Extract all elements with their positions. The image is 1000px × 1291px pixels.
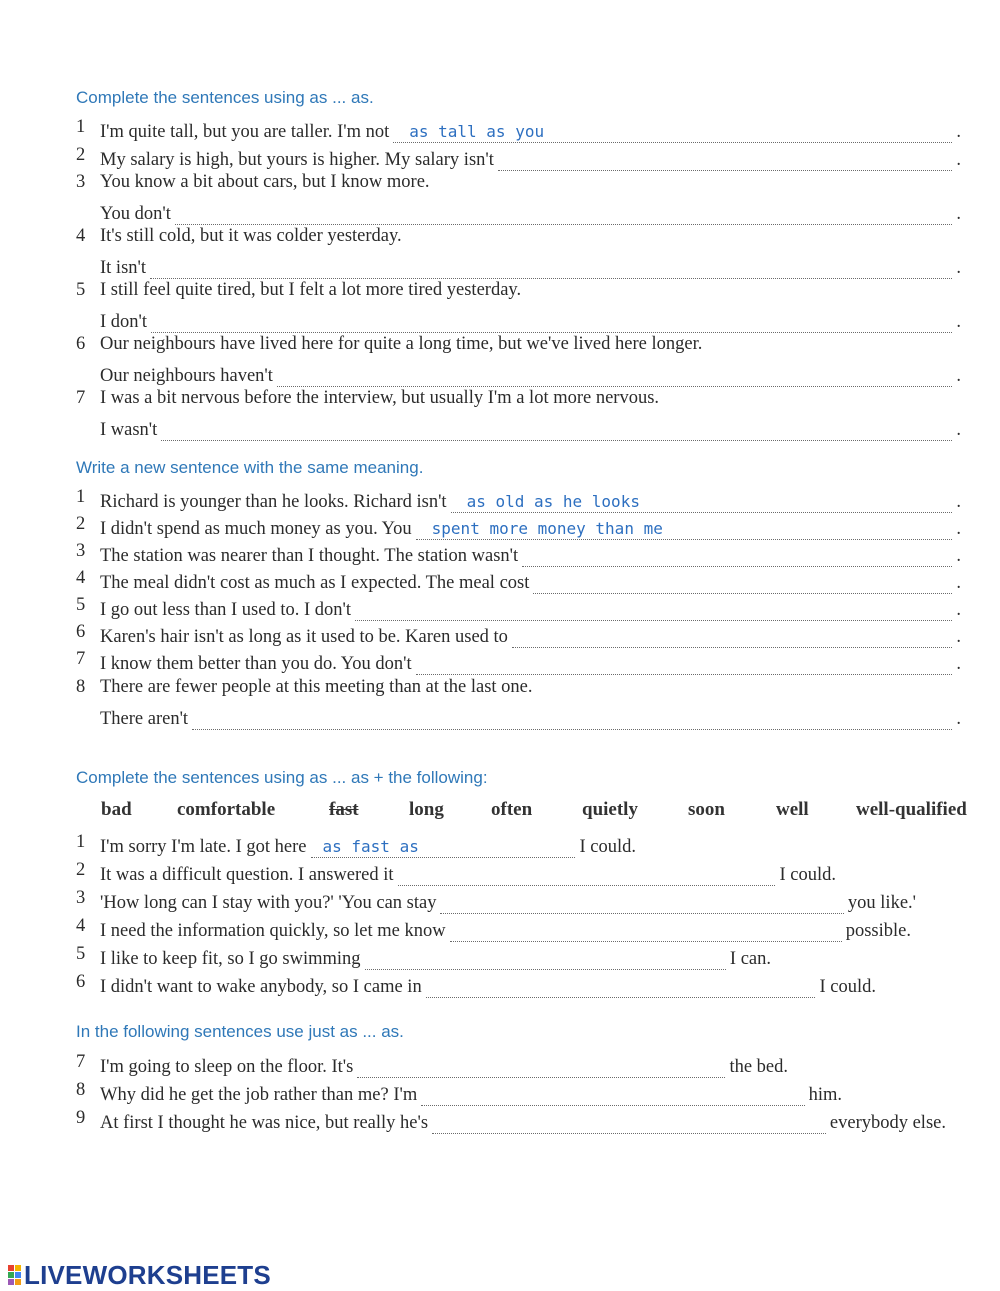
item-text: I'm sorry I'm late. I got here bbox=[100, 837, 307, 857]
item-text: I like to keep fit, so I go swimming bbox=[100, 949, 361, 969]
item-number: 4 bbox=[76, 226, 86, 246]
item-text: I'm quite tall, but you are taller. I'm not bbox=[100, 122, 390, 142]
item-end: . bbox=[956, 546, 961, 566]
item-end: you like.' bbox=[847, 893, 916, 913]
answer-field[interactable] bbox=[440, 894, 843, 914]
word-option: long bbox=[409, 799, 444, 820]
item-number: 6 bbox=[76, 334, 86, 354]
s2-item-3 bbox=[76, 541, 961, 567]
item-end: possible. bbox=[845, 921, 911, 941]
item-number: 7 bbox=[76, 1052, 86, 1072]
item-number: 5 bbox=[76, 280, 86, 300]
item-end: . bbox=[956, 122, 961, 142]
item-text: At first I thought he was nice, but really he's bbox=[100, 1113, 429, 1133]
answer-field[interactable] bbox=[426, 978, 816, 998]
answer-field[interactable] bbox=[421, 1086, 804, 1106]
item-cont-text: Our neighbours haven't bbox=[100, 366, 273, 386]
item-text: The station was nearer than I thought. The station wasn't bbox=[100, 546, 519, 566]
item-end: . bbox=[956, 258, 961, 278]
s1-item-1 bbox=[76, 117, 961, 143]
word-option: soon bbox=[688, 799, 725, 820]
s2-item-5 bbox=[76, 595, 961, 621]
word-option: comfortable bbox=[177, 799, 276, 820]
s2-item-8-line bbox=[100, 704, 961, 730]
section4-heading: In the following sentences use just as ... as. bbox=[76, 1022, 404, 1041]
answer-field[interactable] bbox=[522, 547, 952, 567]
item-end: . bbox=[956, 312, 961, 332]
answer-field[interactable] bbox=[498, 151, 953, 171]
word-option: often bbox=[491, 799, 533, 820]
s4-item-8 bbox=[76, 1080, 842, 1106]
answer-field[interactable] bbox=[533, 574, 952, 594]
item-text: I didn't spend as much money as you. You bbox=[100, 519, 412, 539]
section2-heading: Write a new sentence with the same meaning. bbox=[76, 458, 424, 477]
s1-item-2 bbox=[76, 145, 961, 171]
item-number: 3 bbox=[76, 172, 86, 192]
section3-heading: Complete the sentences using as ... as + the following: bbox=[76, 768, 488, 787]
item-end: the bed. bbox=[729, 1057, 788, 1077]
item-text: You know a bit about cars, but I know more. bbox=[100, 172, 430, 192]
answer-field[interactable] bbox=[451, 493, 953, 513]
answer-field[interactable] bbox=[192, 710, 952, 730]
item-end: . bbox=[956, 654, 961, 674]
s3-item-1 bbox=[76, 832, 636, 858]
s2-item-8 bbox=[76, 677, 961, 703]
item-end: I could. bbox=[819, 977, 876, 997]
item-number: 8 bbox=[76, 1080, 86, 1100]
item-number: 1 bbox=[76, 832, 86, 852]
item-number: 5 bbox=[76, 944, 86, 964]
item-text: I know them better than you do. You don't bbox=[100, 654, 412, 674]
liveworksheets-logo[interactable] bbox=[8, 1259, 271, 1290]
item-text: I didn't want to wake anybody, so I came in bbox=[100, 977, 422, 997]
item-number: 3 bbox=[76, 541, 86, 561]
s1-item-6 bbox=[76, 334, 961, 360]
s1-item-3 bbox=[76, 172, 961, 198]
item-end: . bbox=[956, 204, 961, 224]
s4-item-9 bbox=[76, 1108, 946, 1134]
s2-item-6 bbox=[76, 622, 961, 648]
item-cont-text: I wasn't bbox=[100, 420, 158, 440]
s2-item-1 bbox=[76, 487, 961, 513]
item-end: . bbox=[956, 627, 961, 647]
item-end: I can. bbox=[729, 949, 771, 969]
answer-text: spent more money than me bbox=[431, 519, 663, 538]
s4-item-7 bbox=[76, 1052, 788, 1078]
item-number: 2 bbox=[76, 860, 86, 880]
item-number: 5 bbox=[76, 595, 86, 615]
answer-text: as fast as bbox=[322, 837, 419, 856]
item-end: . bbox=[956, 600, 961, 620]
item-number: 4 bbox=[76, 916, 86, 936]
s1-item-5-line bbox=[100, 307, 961, 333]
word-option-used: fast bbox=[329, 799, 359, 820]
item-end: . bbox=[956, 709, 961, 729]
item-text: The meal didn't cost as much as I expected. The meal cost bbox=[100, 573, 530, 593]
answer-field[interactable] bbox=[432, 1114, 826, 1134]
item-end: I could. bbox=[579, 837, 636, 857]
section1-heading: Complete the sentences using as ... as. bbox=[76, 88, 374, 107]
answer-field[interactable] bbox=[512, 628, 952, 648]
item-number: 6 bbox=[76, 972, 86, 992]
s3-item-3 bbox=[76, 888, 916, 914]
answer-field[interactable] bbox=[311, 838, 576, 858]
item-cont-text: I don't bbox=[100, 312, 148, 332]
s1-item-7-line bbox=[100, 415, 961, 441]
item-number: 1 bbox=[76, 117, 86, 137]
s1-item-5 bbox=[76, 280, 961, 306]
answer-field[interactable] bbox=[398, 866, 776, 886]
item-text: Karen's hair isn't as long as it used to be. Karen used to bbox=[100, 627, 508, 647]
answer-field[interactable] bbox=[357, 1058, 725, 1078]
item-number: 2 bbox=[76, 145, 86, 165]
item-text: 'How long can I stay with you?' 'You can stay bbox=[100, 893, 437, 913]
item-end: . bbox=[956, 492, 961, 512]
item-number: 8 bbox=[76, 677, 86, 697]
item-end: . bbox=[956, 519, 961, 539]
answer-field[interactable] bbox=[150, 259, 952, 279]
answer-field[interactable] bbox=[416, 520, 953, 540]
answer-text: as old as he looks bbox=[466, 492, 640, 511]
s1-item-6-line bbox=[100, 361, 961, 387]
item-text: I was a bit nervous before the interview, but usually I'm a lot more nervous. bbox=[100, 388, 660, 408]
item-number: 1 bbox=[76, 487, 86, 507]
answer-field[interactable] bbox=[277, 367, 952, 387]
answer-field[interactable] bbox=[161, 421, 952, 441]
s2-item-7 bbox=[76, 649, 961, 675]
item-end: . bbox=[956, 150, 961, 170]
answer-field[interactable] bbox=[151, 313, 952, 333]
answer-field[interactable] bbox=[416, 655, 953, 675]
answer-text: as tall as you bbox=[409, 122, 545, 141]
answer-field[interactable] bbox=[355, 601, 952, 621]
word-option: quietly bbox=[582, 799, 638, 820]
word-option: bad bbox=[101, 799, 132, 820]
s3-item-5 bbox=[76, 944, 771, 970]
item-cont-text: It isn't bbox=[100, 258, 146, 278]
word-box bbox=[101, 799, 981, 825]
answer-field[interactable] bbox=[450, 922, 842, 942]
item-end: I could. bbox=[779, 865, 836, 885]
item-number: 7 bbox=[76, 649, 86, 669]
item-cont-text: There aren't bbox=[100, 709, 189, 729]
answer-field[interactable] bbox=[393, 123, 952, 143]
answer-field[interactable] bbox=[175, 205, 953, 225]
item-end: . bbox=[956, 366, 961, 386]
answer-field[interactable] bbox=[365, 950, 726, 970]
item-text: Why did he get the job rather than me? I'm bbox=[100, 1085, 418, 1105]
s2-item-2 bbox=[76, 514, 961, 540]
s1-item-4 bbox=[76, 226, 961, 252]
s3-item-2 bbox=[76, 860, 836, 886]
item-text: It was a difficult question. I answered it bbox=[100, 865, 394, 885]
item-end: . bbox=[956, 420, 961, 440]
item-text: I still feel quite tired, but I felt a lot more tired yesterday. bbox=[100, 280, 522, 300]
word-option: well bbox=[776, 799, 809, 820]
item-text: There are fewer people at this meeting than at the last one. bbox=[100, 677, 533, 697]
s3-item-4 bbox=[76, 916, 911, 942]
s1-item-4-line bbox=[100, 253, 961, 279]
item-number: 2 bbox=[76, 514, 86, 534]
s2-item-4 bbox=[76, 568, 961, 594]
item-text: Richard is younger than he looks. Richard isn't bbox=[100, 492, 447, 512]
item-number: 3 bbox=[76, 888, 86, 908]
item-text: Our neighbours have lived here for quite a long time, but we've lived here longer. bbox=[100, 334, 703, 354]
item-text: I need the information quickly, so let me know bbox=[100, 921, 446, 941]
item-number: 9 bbox=[76, 1108, 86, 1128]
s1-item-7 bbox=[76, 388, 961, 414]
logo-mark-icon bbox=[8, 1265, 21, 1285]
item-text: I'm going to sleep on the floor. It's bbox=[100, 1057, 354, 1077]
item-number: 4 bbox=[76, 568, 86, 588]
word-option: well-qualified bbox=[856, 799, 967, 820]
item-text: My salary is high, but yours is higher. My salary isn't bbox=[100, 150, 494, 170]
brand-name: LIVEWORKSHEETS bbox=[24, 1259, 271, 1290]
item-text: I go out less than I used to. I don't bbox=[100, 600, 351, 620]
item-end: . bbox=[956, 573, 961, 593]
item-end: everybody else. bbox=[829, 1113, 946, 1133]
item-cont-text: You don't bbox=[100, 204, 171, 224]
item-number: 7 bbox=[76, 388, 86, 408]
s1-item-3-line bbox=[100, 199, 961, 225]
item-text: It's still cold, but it was colder yesterday. bbox=[100, 226, 402, 246]
item-end: him. bbox=[808, 1085, 842, 1105]
item-number: 6 bbox=[76, 622, 86, 642]
s3-item-6 bbox=[76, 972, 876, 998]
